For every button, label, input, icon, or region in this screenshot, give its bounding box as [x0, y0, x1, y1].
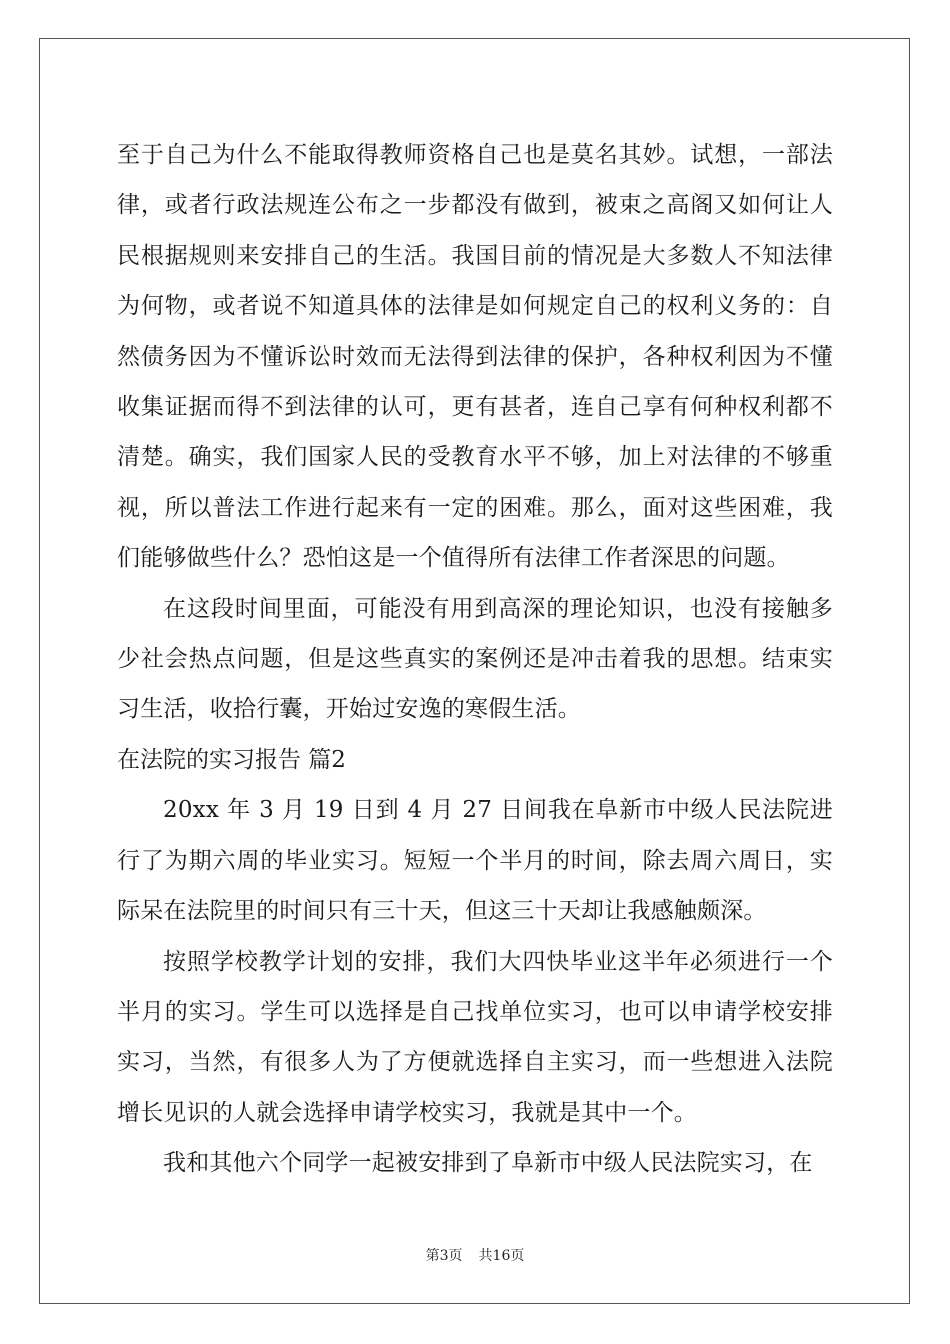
page-number: 第3页 [425, 1248, 463, 1264]
paragraph: 在这段时间里面，可能没有用到高深的理论知识，也没有接触多少社会热点问题，但是这些真实的案例还是冲击着我的思想。结束实习生活，收拾行囊，开始过安逸的寒假生活。 [117, 595, 833, 723]
page-total: 共16页 [478, 1248, 525, 1264]
paragraph: 我和其他六个同学一起被安排到了阜新市中级人民法院实习，在 [163, 1150, 813, 1177]
section-heading: 在法院的实习报告 篇2 [117, 746, 346, 773]
paragraph: 至于自己为什么不能取得教师资格自己也是莫名其妙。试想，一部法律，或者行政法规连公布之一步都没有做到，被束之高阁又如何让人民根据规则来安排自己的生活。我国目前的情况是大多数人不知法律为何物，或者说不知道具体的法律是如何规定自己的权利义务的：自然债务因为不懂诉讼时效而无法得到法律的保护，各种权利因为不懂收集证据而得不到法律的认可，更有甚者，连自己享有何种权利都不清楚。确实，我们国家人民的受教育水平不够，加上对法律的不够重视，所以普法工作进行起来有一定的困难。那么，面对这些困难，我们能够做些什么？恐怕这是一个值得所有法律工作者深思的问题。 [117, 142, 833, 572]
paragraph: 按照学校教学计划的安排，我们大四快毕业这半年必须进行一个半月的实习。学生可以选择是自己找单位实习，也可以申请学校安排实习，当然，有很多人为了方便就选择自主实习，而一些想进入法院增长见识的人就会选择申请学校实习，我就是其中一个。 [117, 948, 833, 1126]
paragraph: 20xx 年 3 月 19 日到 4 月 27 日间我在阜新市中级人民法院进行了为期六周的毕业实习。短短一个半月的时间，除去周六周日，实际呆在法院里的时间只有三十天，但这三十天却让我感触颇深。 [117, 797, 833, 925]
page-footer [0, 1245, 950, 1265]
document-body [117, 130, 833, 1189]
